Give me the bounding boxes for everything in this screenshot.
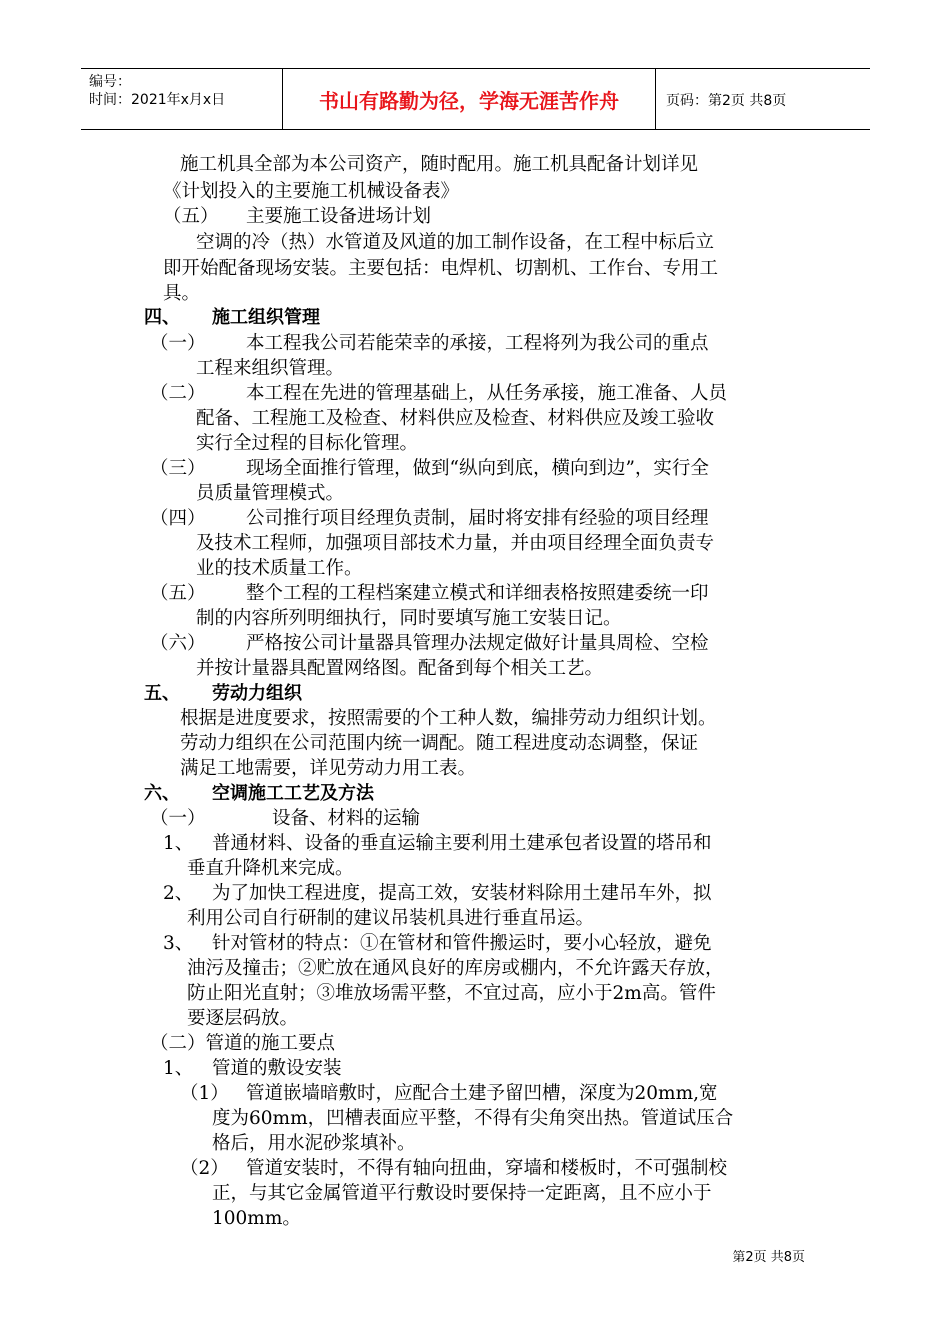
paragraph-line: 劳动力组织在公司范围内统一调配。随工程进度动态调整，保证 xyxy=(180,733,699,754)
numbered-line: 为了加快工程进度，提高工效，安装材料除用土建吊车外，拟 xyxy=(212,883,712,904)
item-line: 本工程我公司若能荣幸的承接，工程将列为我公司的重点 xyxy=(246,333,709,354)
item-label: （一） xyxy=(150,333,206,354)
sub-item-line: 管道安装时，不得有轴向扭曲，穿墙和楼板时，不可强制校 xyxy=(246,1158,728,1179)
subsection-title: （二）管道的施工要点 xyxy=(150,1033,336,1054)
item-line: 工程来组织管理。 xyxy=(196,358,345,379)
sub-item-line: 度为60mm，凹槽表面应平整，不得有尖角突出热。管道试压合 xyxy=(212,1108,734,1129)
numbered-label: 2、 xyxy=(163,883,194,904)
item-line: 员质量管理模式。 xyxy=(196,483,345,504)
subsection-label: （五） xyxy=(163,206,219,227)
doc-code-label: 编号： xyxy=(89,74,131,90)
item-line: 业的技术质量工作。 xyxy=(196,558,363,579)
item-label: （三） xyxy=(150,458,206,479)
item-label: （四） xyxy=(150,508,206,529)
section-heading: 劳动力组织 xyxy=(212,683,302,704)
item-line: 本工程在先进的管理基础上，从任务承接，施工准备、人员 xyxy=(246,383,728,404)
item-line: 公司推行项目经理负责制，届时将安排有经验的项目经理 xyxy=(246,508,709,529)
sub-item-label: （2） xyxy=(180,1158,229,1179)
paragraph-line: 具。 xyxy=(163,283,201,304)
numbered-line: 防止阳光直射；③堆放场需平整，不宜过高，应小于2m高。管件 xyxy=(187,983,716,1004)
item-line: 实行全过程的目标化管理。 xyxy=(196,433,419,454)
paragraph-line: 施工机具全部为本公司资产，随时配用。施工机具配备计划详见 xyxy=(180,154,699,175)
numbered-line: 利用公司自行研制的建议吊装机具进行垂直吊运。 xyxy=(187,908,595,929)
item-line: 严格按公司计量器具管理办法规定做好计量具周检、空检 xyxy=(246,633,709,654)
item-line: 配备、工程施工及检查、材料供应及检查、材料供应及竣工验收 xyxy=(196,408,715,429)
doc-date: 时间：2021年x月x日 xyxy=(89,92,226,108)
numbered-title: 管道的敷设安装 xyxy=(212,1058,342,1079)
section-number: 四、 xyxy=(144,307,180,328)
numbered-line: 针对管材的特点：①在管材和管件搬运时，要小心轻放，避免 xyxy=(212,933,712,954)
header-left-cell xyxy=(81,69,283,129)
sub-item-line: 管道嵌墙暗敷时，应配合土建予留凹槽，深度为20mm,宽 xyxy=(246,1083,718,1104)
paragraph-line: 《计划投入的主要施工机械设备表》 xyxy=(163,181,460,202)
header-center-cell xyxy=(283,69,656,129)
numbered-line: 普通材料、设备的垂直运输主要利用土建承包者设置的塔吊和 xyxy=(212,833,712,854)
item-line: 制的内容所列明细执行，同时要填写施工安装日记。 xyxy=(196,608,622,629)
item-label: （六） xyxy=(150,633,206,654)
item-line: 并按计量器具配置网络图。配备到每个相关工艺。 xyxy=(196,658,604,679)
section-heading: 空调施工工艺及方法 xyxy=(212,783,374,804)
header-page-info: 页码：第2页 共8页 xyxy=(666,93,787,109)
paragraph-line: 空调的冷（热）水管道及风道的加工制作设备，在工程中标后立 xyxy=(196,232,715,253)
item-label: （二） xyxy=(150,383,206,404)
header-table xyxy=(81,68,870,130)
item-line: 现场全面推行管理，做到“纵向到底，横向到边”，实行全 xyxy=(246,458,709,479)
numbered-label: 3、 xyxy=(163,933,194,954)
item-line: 及技术工程师，加强项目部技术力量，并由项目经理全面负责专 xyxy=(196,533,715,554)
paragraph-line: 即开始配备现场安装。主要包括：电焊机、切割机、工作台、专用工 xyxy=(163,258,719,279)
subsection-title: 主要施工设备进场计划 xyxy=(246,206,432,227)
subsection-label: （一） xyxy=(150,808,206,829)
numbered-line: 油污及撞击；②贮放在通风良好的库房或棚内，不允许露天存放， xyxy=(187,958,724,979)
subsection-title: 设备、材料的运输 xyxy=(272,808,421,829)
section-heading: 施工组织管理 xyxy=(212,307,320,328)
numbered-label: 1、 xyxy=(163,1058,194,1079)
section-number: 五、 xyxy=(144,683,180,704)
sub-item-line: 正，与其它金属管道平行敷设时要保持一定距离，且不应小于 xyxy=(212,1183,712,1204)
sub-item-line: 格后，用水泥砂浆填补。 xyxy=(212,1133,416,1154)
paragraph-line: 满足工地需要，详见劳动力用工表。 xyxy=(180,758,477,779)
section-number: 六、 xyxy=(144,783,180,804)
header-right-cell xyxy=(656,69,870,129)
numbered-line: 垂直升降机来完成。 xyxy=(187,858,354,879)
paragraph-line: 根据是进度要求，按照需要的个工种人数，编排劳动力组织计划。 xyxy=(180,708,717,729)
numbered-label: 1、 xyxy=(163,833,194,854)
sub-item-label: （1） xyxy=(180,1083,229,1104)
numbered-line: 要逐层码放。 xyxy=(187,1008,299,1029)
sub-item-line: 100mm。 xyxy=(212,1208,301,1229)
item-line: 整个工程的工程档案建立模式和详细表格按照建委统一印 xyxy=(246,583,709,604)
footer-page-number: 第2页 共8页 xyxy=(732,1250,805,1265)
header-motto: 书山有路勤为径，学海无涯苦作舟 xyxy=(319,89,619,113)
item-label: （五） xyxy=(150,583,206,604)
